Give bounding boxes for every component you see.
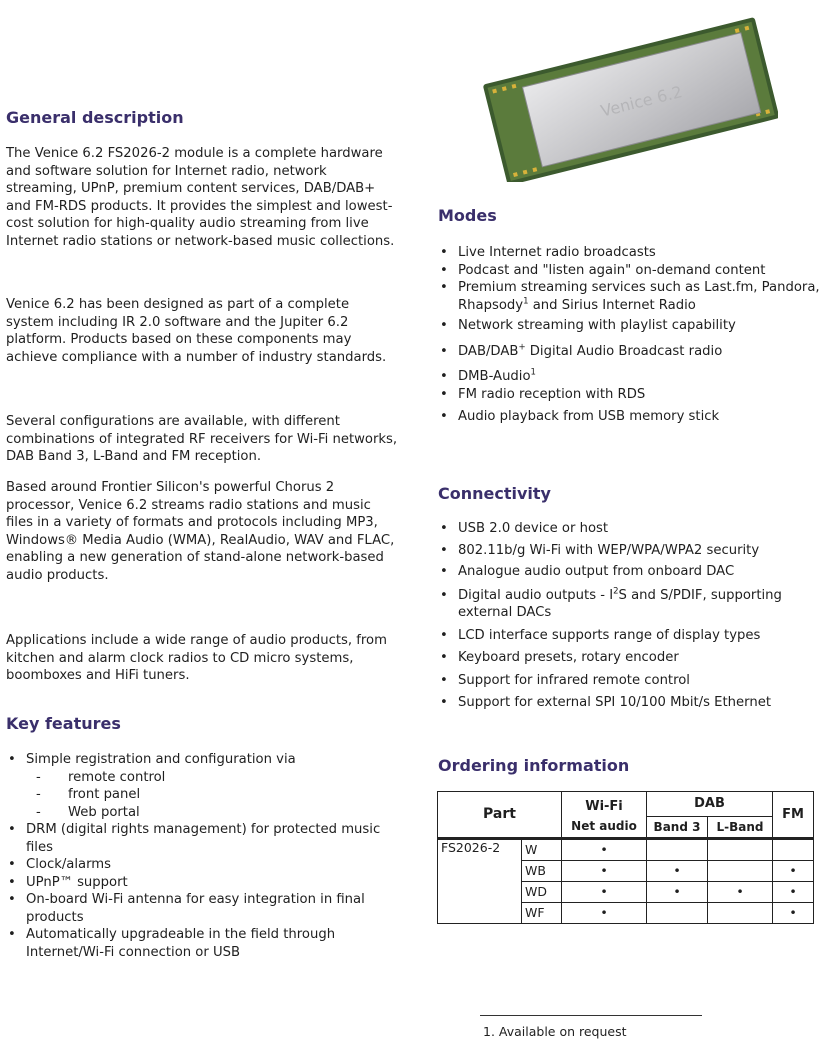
band3-cell: • (647, 860, 708, 881)
lband-cell (708, 902, 773, 923)
modes-list (438, 244, 830, 426)
list-item: • Audio playback from USB memory stick (438, 408, 830, 426)
list-item: - front panel (6, 786, 401, 804)
list-item: • Automatically upgradeable in the field through Internet/Wi-Fi connection or USB (6, 926, 401, 961)
list-item: • DRM (digital rights management) for protected music files (6, 821, 386, 856)
module-label: Venice 6.2 (598, 82, 685, 121)
col-dab: DAB (647, 792, 773, 817)
connectivity-list (438, 520, 830, 712)
list-item: • USB 2.0 device or host (438, 520, 830, 538)
list-item: • Analogue audio output from onboard DAC (438, 563, 830, 581)
list-item: • DAB/DAB+ Digital Audio Broadcast radio (438, 343, 830, 361)
module-photo (478, 2, 778, 182)
variant-cell: W (522, 838, 562, 860)
lband-cell (708, 838, 773, 860)
modes-heading: Modes (438, 206, 497, 225)
col-part: Part (438, 792, 562, 839)
lband-cell: • (708, 881, 773, 902)
fm-cell (773, 838, 814, 860)
variant-cell: WB (522, 860, 562, 881)
wifi-cell: • (562, 838, 647, 860)
band3-cell: • (647, 881, 708, 902)
footnote-rule (480, 1015, 702, 1016)
list-item: • FM radio reception with RDS (438, 386, 830, 404)
list-item: • Live Internet radio broadcasts (438, 244, 830, 262)
list-item: • Clock/alarms (6, 856, 401, 874)
list-item: - Web portal (6, 804, 401, 822)
general-description-heading: General description (6, 108, 184, 127)
col-band3: Band 3 (647, 816, 708, 838)
list-item: • 802.11b/g Wi-Fi with WEP/WPA/WPA2 security (438, 542, 830, 560)
list-item: • Digital audio outputs - $I^2S$ and S/PDIF, supporting external DACs (438, 587, 798, 622)
connectivity-heading: Connectivity (438, 484, 551, 503)
part-number: FS2026-2 (438, 838, 522, 923)
wifi-cell: • (562, 860, 647, 881)
paragraph-applications: Applications include a wide range of audio products, from kitchen and alarm clock radios to CD micro systems, boomboxes and HiFi tuners. (6, 633, 387, 683)
col-fm: FM (773, 792, 814, 839)
list-item: • On-board Wi-Fi antenna for easy integration in final products (6, 891, 396, 926)
wifi-cell: • (562, 881, 647, 902)
list-item: • Network streaming with playlist capability (438, 317, 830, 335)
list-item: • Keyboard presets, rotary encoder (438, 649, 830, 667)
ordering-table (437, 791, 814, 924)
list-item: • Support for external SPI 10/100 Mbit/s Ethernet (438, 694, 830, 712)
fm-cell: • (773, 860, 814, 881)
list-item: • Premium streaming services such as Last.fm, Pandora, Rhapsody$^1$ and Sirius Internet Radio (438, 279, 830, 314)
list-item: - remote control (6, 769, 401, 787)
paragraph-configurations: Several configurations are available, with different combinations of integrated RF receivers for Wi-Fi networks, DAB Band 3, L-Band and FM reception. (6, 414, 398, 464)
lband-cell (708, 860, 773, 881)
list-item: • UPnP™ support (6, 874, 401, 892)
col-wifi: Wi-Fi (562, 792, 647, 817)
list-item: • LCD interface supports range of display types (438, 627, 830, 645)
list-item: • Simple registration and configuration via (6, 751, 401, 769)
list-item: • Support for infrared remote control (438, 672, 830, 690)
band3-cell (647, 838, 708, 860)
col-lband: L-Band (708, 816, 773, 838)
list-item: • Podcast and "listen again" on-demand content (438, 262, 830, 280)
paragraph-processor: Based around Frontier Silicon's powerful Chorus 2 processor, Venice 6.2 streams radio stations and music files in a variety of formats and protocols including MP3, Windows® Media Audio (WMA), RealAudio, WAV and FLAC, enabling a new generation of stand-alone network-based audio products. (6, 480, 395, 583)
ordering-heading: Ordering information (438, 756, 630, 775)
fm-cell: • (773, 881, 814, 902)
key-features-heading: Key features (6, 714, 121, 733)
variant-cell: WF (522, 902, 562, 923)
fm-cell: • (773, 902, 814, 923)
key-features-list (6, 751, 401, 961)
list-item: • DMB-Audio$^1$ (438, 368, 830, 386)
variant-cell: WD (522, 881, 562, 902)
col-net-audio: Net audio (562, 816, 647, 838)
paragraph-overview: The Venice 6.2 FS2026-2 module is a complete hardware and software solution for Internet radio, network streaming, UPnP, premium content services, DAB/DAB+ and FM-RDS products. It provides the simplest and lowest-cost solution for high-quality audio streaming from live Internet radio stations or network-based music collections. (6, 146, 395, 249)
wifi-cell: • (562, 902, 647, 923)
paragraph-system: Venice 6.2 has been designed as part of a complete system including IR 2.0 software and the Jupiter 6.2 platform. Products based on these components may achieve compliance with a number of industry standards. (6, 297, 387, 365)
band3-cell (647, 902, 708, 923)
footnote: 1. Available on request (483, 1024, 627, 1039)
